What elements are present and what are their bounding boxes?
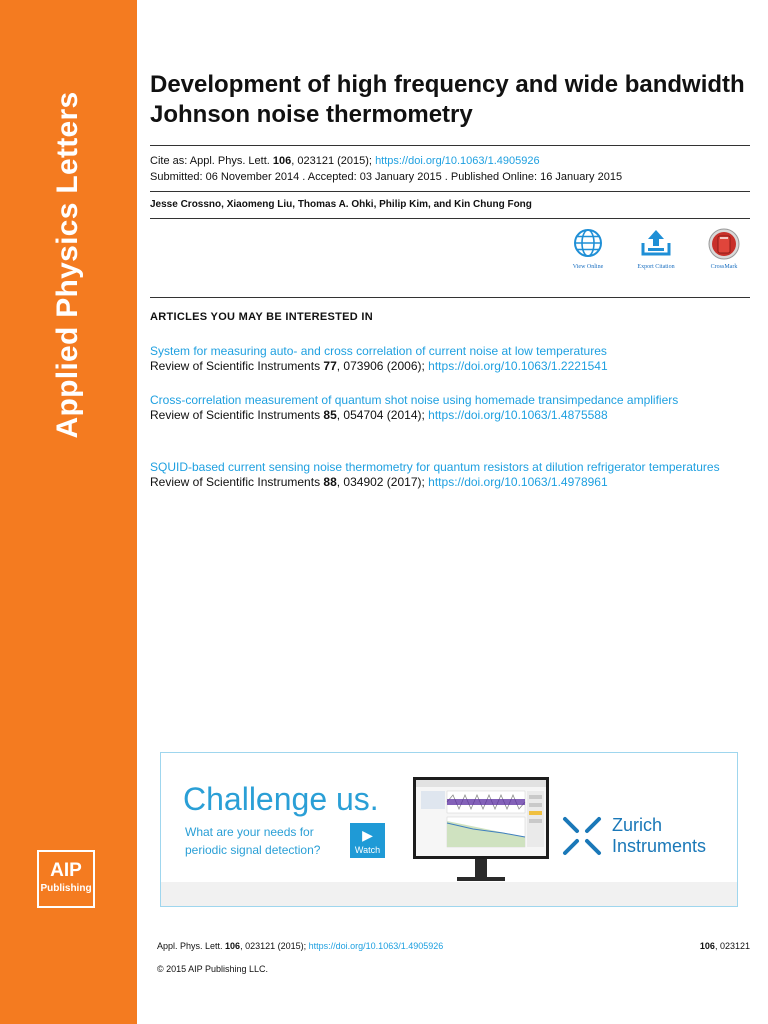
footer-citation-rest: , 023121 (2015); [240,941,309,951]
related-article-volume: 88 [323,475,337,489]
related-article-citation [150,408,740,423]
brand-line-1: Zurich [612,815,663,835]
watch-button[interactable] [350,823,385,858]
footer-page-article: , 023121 [714,941,750,951]
divider [150,191,750,192]
related-article-journal: Review of Scientific Instruments [150,359,324,373]
journal-name: Applied Physics Letters [51,91,84,439]
globe-icon [573,228,603,258]
monitor-screenshot-image [413,777,549,885]
citation-volume: 106 [272,155,292,167]
brand-line-2: Instruments [612,836,707,856]
related-article-title-link[interactable]: Cross-correlation measurement of quantum shot noise using homemade transimpedance amplifiers [150,393,679,407]
divider [150,145,750,146]
related-article-journal: Review of Scientific Instruments [150,408,324,422]
upload-tray-icon [639,228,673,258]
copyright-notice: © 2015 AIP Publishing LLC. [157,964,269,974]
related-article-doi-link[interactable]: https://doi.org/10.1063/1.4978961 [428,475,608,489]
play-icon: ▶ [362,827,373,843]
article-title: Development of high frequency and wide bandwidth Johnson noise thermometry [150,71,745,128]
divider [150,218,750,219]
aip-publishing-logo[interactable] [37,850,95,908]
view-online-button[interactable] [558,228,618,270]
related-article-title-link[interactable]: SQUID-based current sensing noise thermometry for quantum resistors at dilution refrigerator temperatures [150,460,720,474]
journal-sidebar [0,0,137,1024]
zurich-instruments-logo-icon [561,815,603,857]
view-online-label: View Online [572,264,604,270]
footer-citation [157,941,443,951]
publication-dates: Submitted: 06 November 2014 . Accepted: 03 January 2015 . Published Online: 16 January 2015 [150,171,623,183]
export-citation-label: Export Citation [637,264,675,270]
footer-citation-volume: 106 [225,941,241,951]
watch-label: Watch [354,845,381,855]
related-article-details: , 054704 (2014); [336,408,429,422]
related-article-details: , 073906 (2006); [336,359,429,373]
related-article-citation [150,475,740,490]
footer-citation-prefix: Appl. Phys. Lett. [157,941,226,951]
citation-line [150,154,540,168]
aip-logo-subtext: Publishing [40,883,92,894]
footer-page-volume: 106 [699,941,715,951]
crossmark-icon [708,228,740,260]
related-article [150,344,740,374]
crossmark-label: CrossMark [710,264,738,270]
ad-headline: Challenge us. [183,781,379,817]
related-article-details: , 034902 (2017); [336,475,429,489]
related-article [150,460,740,490]
related-article-citation [150,359,740,374]
crossmark-button[interactable] [694,228,754,270]
related-articles-heading: ARTICLES YOU MAY BE INTERESTED IN [150,311,374,323]
ad-footer-band [161,882,737,906]
related-article-title-link[interactable]: System for measuring auto- and cross correlation of current noise at low temperatures [150,344,607,358]
zurich-instruments-wordmark [612,815,706,857]
footer-page-number [700,941,750,951]
related-article-doi-link[interactable]: https://doi.org/10.1063/1.4875588 [428,408,608,422]
zurich-instruments-ad[interactable] [160,752,738,907]
author-list: Jesse Crossno, Xiaomeng Liu, Thomas A. Ohki, Philip Kim, and Kin Chung Fong [150,199,532,210]
aip-logo-text: AIP [50,860,82,881]
related-article-volume: 77 [323,359,337,373]
footer-doi-link[interactable]: https://doi.org/10.1063/1.4905926 [308,941,444,951]
divider [150,297,750,298]
related-article-journal: Review of Scientific Instruments [150,475,324,489]
citation-prefix: Cite as: Appl. Phys. Lett. [150,155,273,167]
citation-doi-link[interactable]: https://doi.org/10.1063/1.4905926 [375,155,540,167]
related-article-volume: 85 [323,408,337,422]
export-citation-button[interactable] [626,228,686,270]
related-article-doi-link[interactable]: https://doi.org/10.1063/1.2221541 [428,359,608,373]
citation-rest: , 023121 (2015); [291,155,376,167]
ad-subtext: What are your needs for periodic signal detection? [185,825,321,857]
related-article [150,393,740,423]
